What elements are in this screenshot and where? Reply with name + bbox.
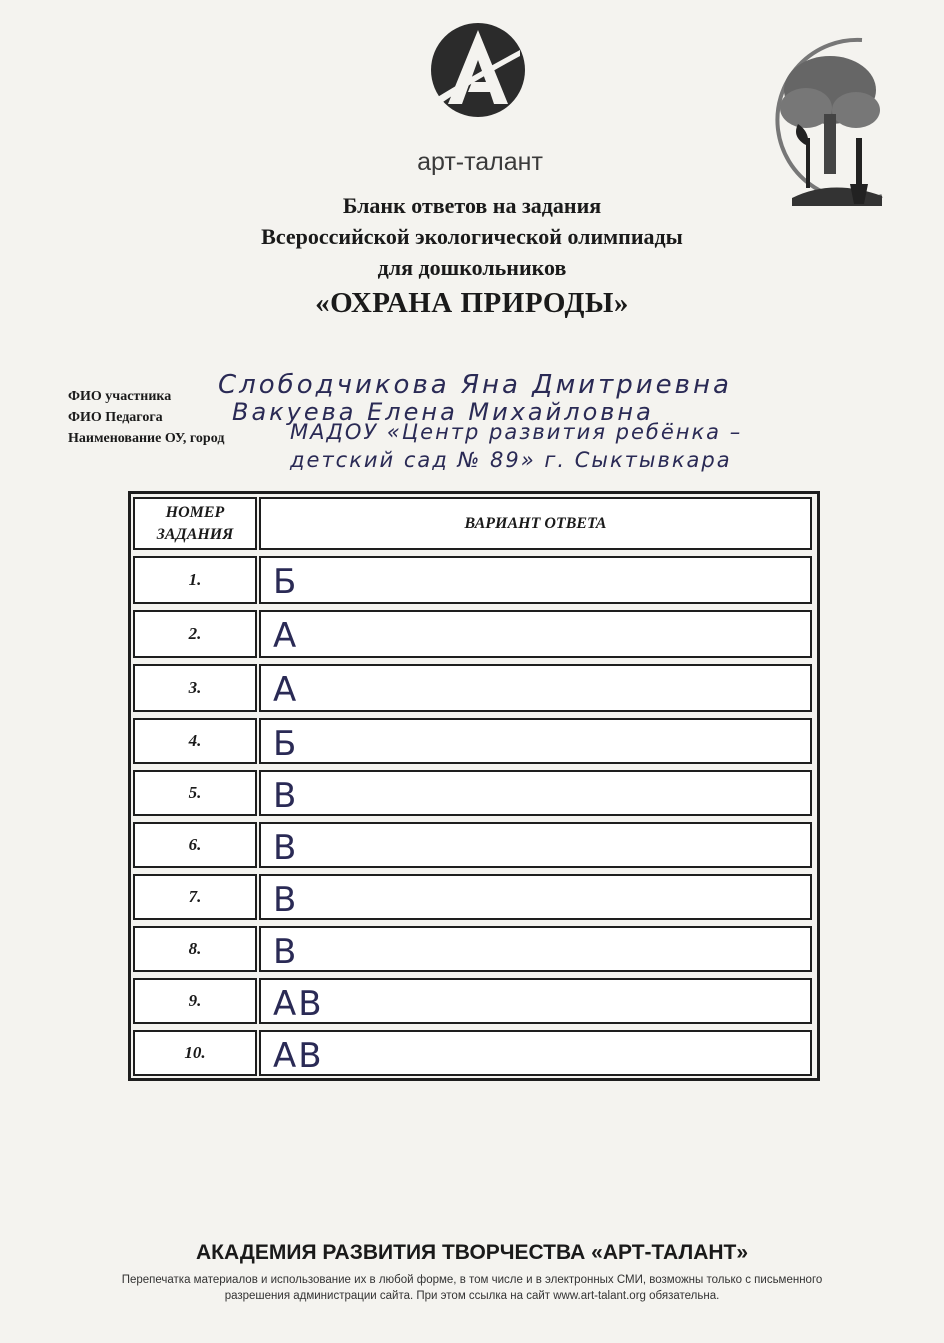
answer-cell	[259, 718, 812, 764]
row-number: 2.	[133, 610, 257, 658]
answer-cell	[259, 874, 812, 920]
row-number: 9.	[133, 978, 257, 1024]
organization-line2: детский сад № 89» г. Сыктывкара	[290, 448, 732, 472]
row-number: 4.	[133, 718, 257, 764]
answer-cell	[259, 610, 812, 658]
teacher-name: Вакуева Елена Михайловна	[232, 398, 654, 426]
participant-label: ФИО участника	[68, 389, 172, 404]
organization-line1: МАДОУ «Центр развития ребёнка –	[290, 420, 743, 444]
organization-label: Наименование ОУ, город	[68, 431, 225, 446]
answer-value: В	[273, 880, 299, 920]
footer-title: АКАДЕМИЯ РАЗВИТИЯ ТВОРЧЕСТВА «АРТ-ТАЛАНТ»	[195, 1241, 749, 1264]
header-task-number: НОМЕР ЗАДАНИЯ	[133, 497, 257, 550]
answer-value: Б	[273, 724, 299, 764]
answer-value: АВ	[273, 1036, 324, 1076]
heading-line2: Всероссийской экологической олимпиады	[261, 224, 683, 249]
answer-value: АВ	[273, 984, 324, 1024]
olympiad-title: «ОХРАНА ПРИРОДЫ»	[315, 287, 629, 319]
answer-value: Б	[273, 562, 299, 602]
participant-name: Слободчикова Яна Дмитриевна	[218, 370, 732, 400]
answer-cell	[259, 556, 812, 604]
row-number: 10.	[133, 1030, 257, 1076]
answer-value: В	[273, 776, 299, 816]
row-number: 5.	[133, 770, 257, 816]
answer-value: В	[273, 828, 299, 868]
heading-line3: для дошкольников	[377, 255, 567, 280]
answer-value: А	[273, 616, 299, 656]
answer-cell	[259, 926, 812, 972]
row-number: 8.	[133, 926, 257, 972]
tree-emblem-icon	[752, 28, 902, 208]
answer-value: А	[273, 670, 299, 710]
row-number: 6.	[133, 822, 257, 868]
brand-name: арт-талант	[417, 148, 543, 176]
answer-cell	[259, 1030, 812, 1076]
art-talant-logo-icon	[428, 20, 528, 120]
row-number: 1.	[133, 556, 257, 604]
row-number: 3.	[133, 664, 257, 712]
answer-cell	[259, 770, 812, 816]
answer-cell	[259, 822, 812, 868]
heading-line1: Бланк ответов на задания	[342, 193, 602, 218]
row-number: 7.	[133, 874, 257, 920]
answer-cell	[259, 664, 812, 712]
answer-value: В	[273, 932, 299, 972]
teacher-label: ФИО Педагога	[68, 410, 163, 425]
answer-cell	[259, 978, 812, 1024]
header-answer-variant: ВАРИАНТ ОТВЕТА	[259, 497, 812, 550]
footer-copyright-note: Перепечатка материалов и использование их в любой форме, в том числе и в электронных СМИ, возможны только с письменного разрешения администрации сайта. При этом ссылка на сайт www.art-talant.org обязательна.	[121, 1274, 823, 1302]
